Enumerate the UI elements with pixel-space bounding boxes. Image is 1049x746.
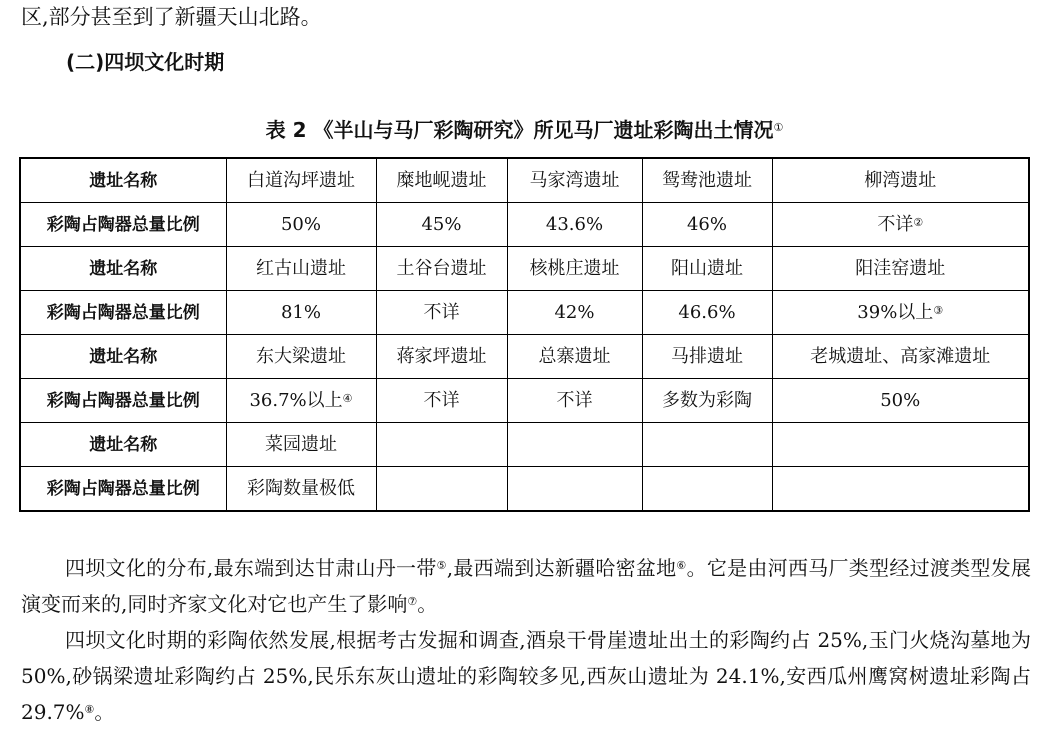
site-name-cell: [642, 158, 772, 203]
ratio-cell-text: 81%: [280, 301, 321, 323]
ratio-cell: [226, 379, 376, 423]
site-name-cell: [376, 158, 507, 203]
footnote-marker: ⑥: [676, 559, 687, 572]
row-label-ratio-text: 彩陶占陶器总量比例: [46, 390, 200, 411]
ratio-cell-text: 不详: [877, 213, 914, 235]
site-name-cell: [376, 423, 507, 467]
ratio-cell: [376, 467, 507, 512]
paragraph-painted-pottery: [21, 622, 1031, 730]
ratio-cell: [507, 379, 642, 423]
ratio-cell: [376, 379, 507, 423]
ratio-cell: [772, 467, 1029, 512]
body-text-line: 区,部分甚至到了新疆天山北路。: [21, 5, 322, 29]
ratio-cell: [226, 203, 376, 247]
footnote-marker: ④: [342, 391, 353, 405]
site-name-cell: [772, 158, 1029, 203]
ratio-cell: [226, 467, 376, 512]
footnote-marker: ①: [773, 121, 784, 134]
row-label-ratio: [20, 467, 226, 512]
ratio-cell: [376, 203, 507, 247]
row-label-ratio-text: 彩陶占陶器总量比例: [46, 302, 200, 323]
ratio-cell-text: 43.6%: [545, 213, 604, 235]
row-label-site-name: [20, 423, 226, 467]
table-row-ratios: [20, 291, 1029, 335]
table-row-ratios: [20, 379, 1029, 423]
ratio-cell: [772, 203, 1029, 247]
ratio-cell-text: 36.7%以上: [249, 389, 343, 411]
ratio-cell-text: 50%: [880, 389, 921, 411]
ratio-cell-text: 50%: [280, 213, 321, 235]
site-name-cell: [772, 423, 1029, 467]
footnote-marker: ⑦: [407, 595, 418, 608]
site-name-cell-text: 核桃庄遗址: [529, 257, 620, 279]
ratio-cell-text: 彩陶数量极低: [247, 477, 355, 499]
ratio-cell-text: 46%: [686, 213, 727, 235]
row-label-ratio-text: 彩陶占陶器总量比例: [46, 478, 200, 499]
site-name-cell-text: 柳湾遗址: [864, 169, 937, 191]
ratio-cell: [226, 291, 376, 335]
row-label-site-name-text: 遗址名称: [89, 346, 158, 367]
ratio-cell: [376, 291, 507, 335]
footnote-marker: ③: [933, 303, 944, 317]
ratio-cell: [642, 291, 772, 335]
site-name-cell: [772, 247, 1029, 291]
ratio-cell-text: 不详: [556, 389, 593, 411]
ratio-cell-text: 不详: [423, 301, 460, 323]
ratio-cell: [507, 203, 642, 247]
table-row-site-names: [20, 423, 1029, 467]
site-name-cell: [226, 335, 376, 379]
site-name-cell: [226, 158, 376, 203]
site-name-cell-text: 蒋家坪遗址: [396, 345, 487, 367]
table-row-ratios: [20, 203, 1029, 247]
footnote-marker: ⑧: [84, 703, 95, 716]
site-name-cell: [226, 423, 376, 467]
row-label-ratio-text: 彩陶占陶器总量比例: [46, 214, 200, 235]
row-label-site-name-text: 遗址名称: [89, 258, 158, 279]
footnote-marker: ⑤: [436, 559, 447, 572]
site-name-cell-text: 土谷台遗址: [396, 257, 487, 279]
paragraph-text: ,最西端到达新疆哈密盆地: [446, 556, 677, 580]
site-name-cell: [376, 247, 507, 291]
site-name-cell: [226, 247, 376, 291]
paragraph-text: 。: [417, 592, 438, 616]
site-name-cell: [507, 158, 642, 203]
site-name-cell: [507, 335, 642, 379]
site-name-cell-text: 老城遗址、高家滩遗址: [810, 345, 991, 367]
paragraph-distribution: [21, 550, 1031, 622]
table-caption-text: 表 2 《半山与马厂彩陶研究》所见马厂遗址彩陶出土情况: [265, 118, 774, 142]
site-name-cell: [642, 247, 772, 291]
ratio-cell-text: 42%: [554, 301, 595, 323]
row-label-ratio: [20, 379, 226, 423]
paragraph-text: 四坝文化时期的彩陶依然发展,根据考古发掘和调查,酒泉干骨崖遗址出土的彩陶约占 25%,玉门火烧沟墓地为 50%,砂锅梁遗址彩陶约占 25%,民乐东灰山遗址的彩陶较多见,西灰山遗址为 24.1%,安西瓜州鹰窝树遗址彩陶占 29.7%: [21, 628, 1031, 724]
site-name-cell: [772, 335, 1029, 379]
site-name-cell-text: 阳洼窑遗址: [855, 257, 946, 279]
pottery-ratio-table: [19, 157, 1030, 512]
ratio-cell: [507, 291, 642, 335]
site-name-cell: [507, 423, 642, 467]
site-name-cell-text: 总寨遗址: [538, 345, 611, 367]
paragraph-text: 四坝文化的分布,最东端到达甘肃山丹一带: [65, 556, 437, 580]
row-label-ratio: [20, 291, 226, 335]
site-name-cell-text: 马排遗址: [671, 345, 743, 367]
site-name-cell-text: 东大梁遗址: [256, 345, 346, 367]
section-heading: (二)四坝文化时期: [66, 50, 225, 74]
row-label-site-name: [20, 158, 226, 203]
ratio-cell-text: 46.6%: [678, 301, 736, 323]
site-name-cell: [642, 423, 772, 467]
table-body: [20, 158, 1029, 511]
site-name-cell: [507, 247, 642, 291]
site-name-cell-text: 阳山遗址: [671, 257, 743, 279]
ratio-cell: [772, 291, 1029, 335]
ratio-cell: [507, 467, 642, 512]
table-row-site-names: [20, 335, 1029, 379]
ratio-cell: [642, 203, 772, 247]
table-caption: [0, 116, 1049, 144]
ratio-cell-text: 39%以上: [857, 301, 934, 323]
site-name-cell-text: 鸳鸯池遗址: [662, 169, 752, 191]
site-name-cell: [642, 335, 772, 379]
ratio-cell-text: 多数为彩陶: [662, 389, 752, 411]
footnote-marker: ②: [913, 215, 924, 229]
site-name-cell-text: 菜园遗址: [265, 433, 337, 455]
paragraph-text: 。: [94, 700, 115, 724]
ratio-cell-text: 不详: [423, 389, 460, 411]
ratio-cell-text: 45%: [421, 213, 462, 235]
site-name-cell-text: 糜地岘遗址: [396, 169, 487, 191]
ratio-cell: [642, 467, 772, 512]
row-label-site-name: [20, 247, 226, 291]
table-row-site-names: [20, 247, 1029, 291]
row-label-site-name-text: 遗址名称: [89, 434, 158, 455]
paragraph-text: 。它是由河西马厂类型经过渡类型发展演变而来的,同时齐家文化对它也产生了影响: [21, 556, 1031, 616]
table-row-ratios: [20, 467, 1029, 512]
row-label-ratio: [20, 203, 226, 247]
site-name-cell: [376, 335, 507, 379]
site-name-cell-text: 红古山遗址: [256, 257, 346, 279]
site-name-cell-text: 马家湾遗址: [529, 169, 620, 191]
ratio-cell: [772, 379, 1029, 423]
site-name-cell-text: 白道沟坪遗址: [247, 169, 355, 191]
ratio-cell: [642, 379, 772, 423]
table-row-site-names: [20, 158, 1029, 203]
row-label-site-name: [20, 335, 226, 379]
row-label-site-name-text: 遗址名称: [89, 170, 158, 191]
